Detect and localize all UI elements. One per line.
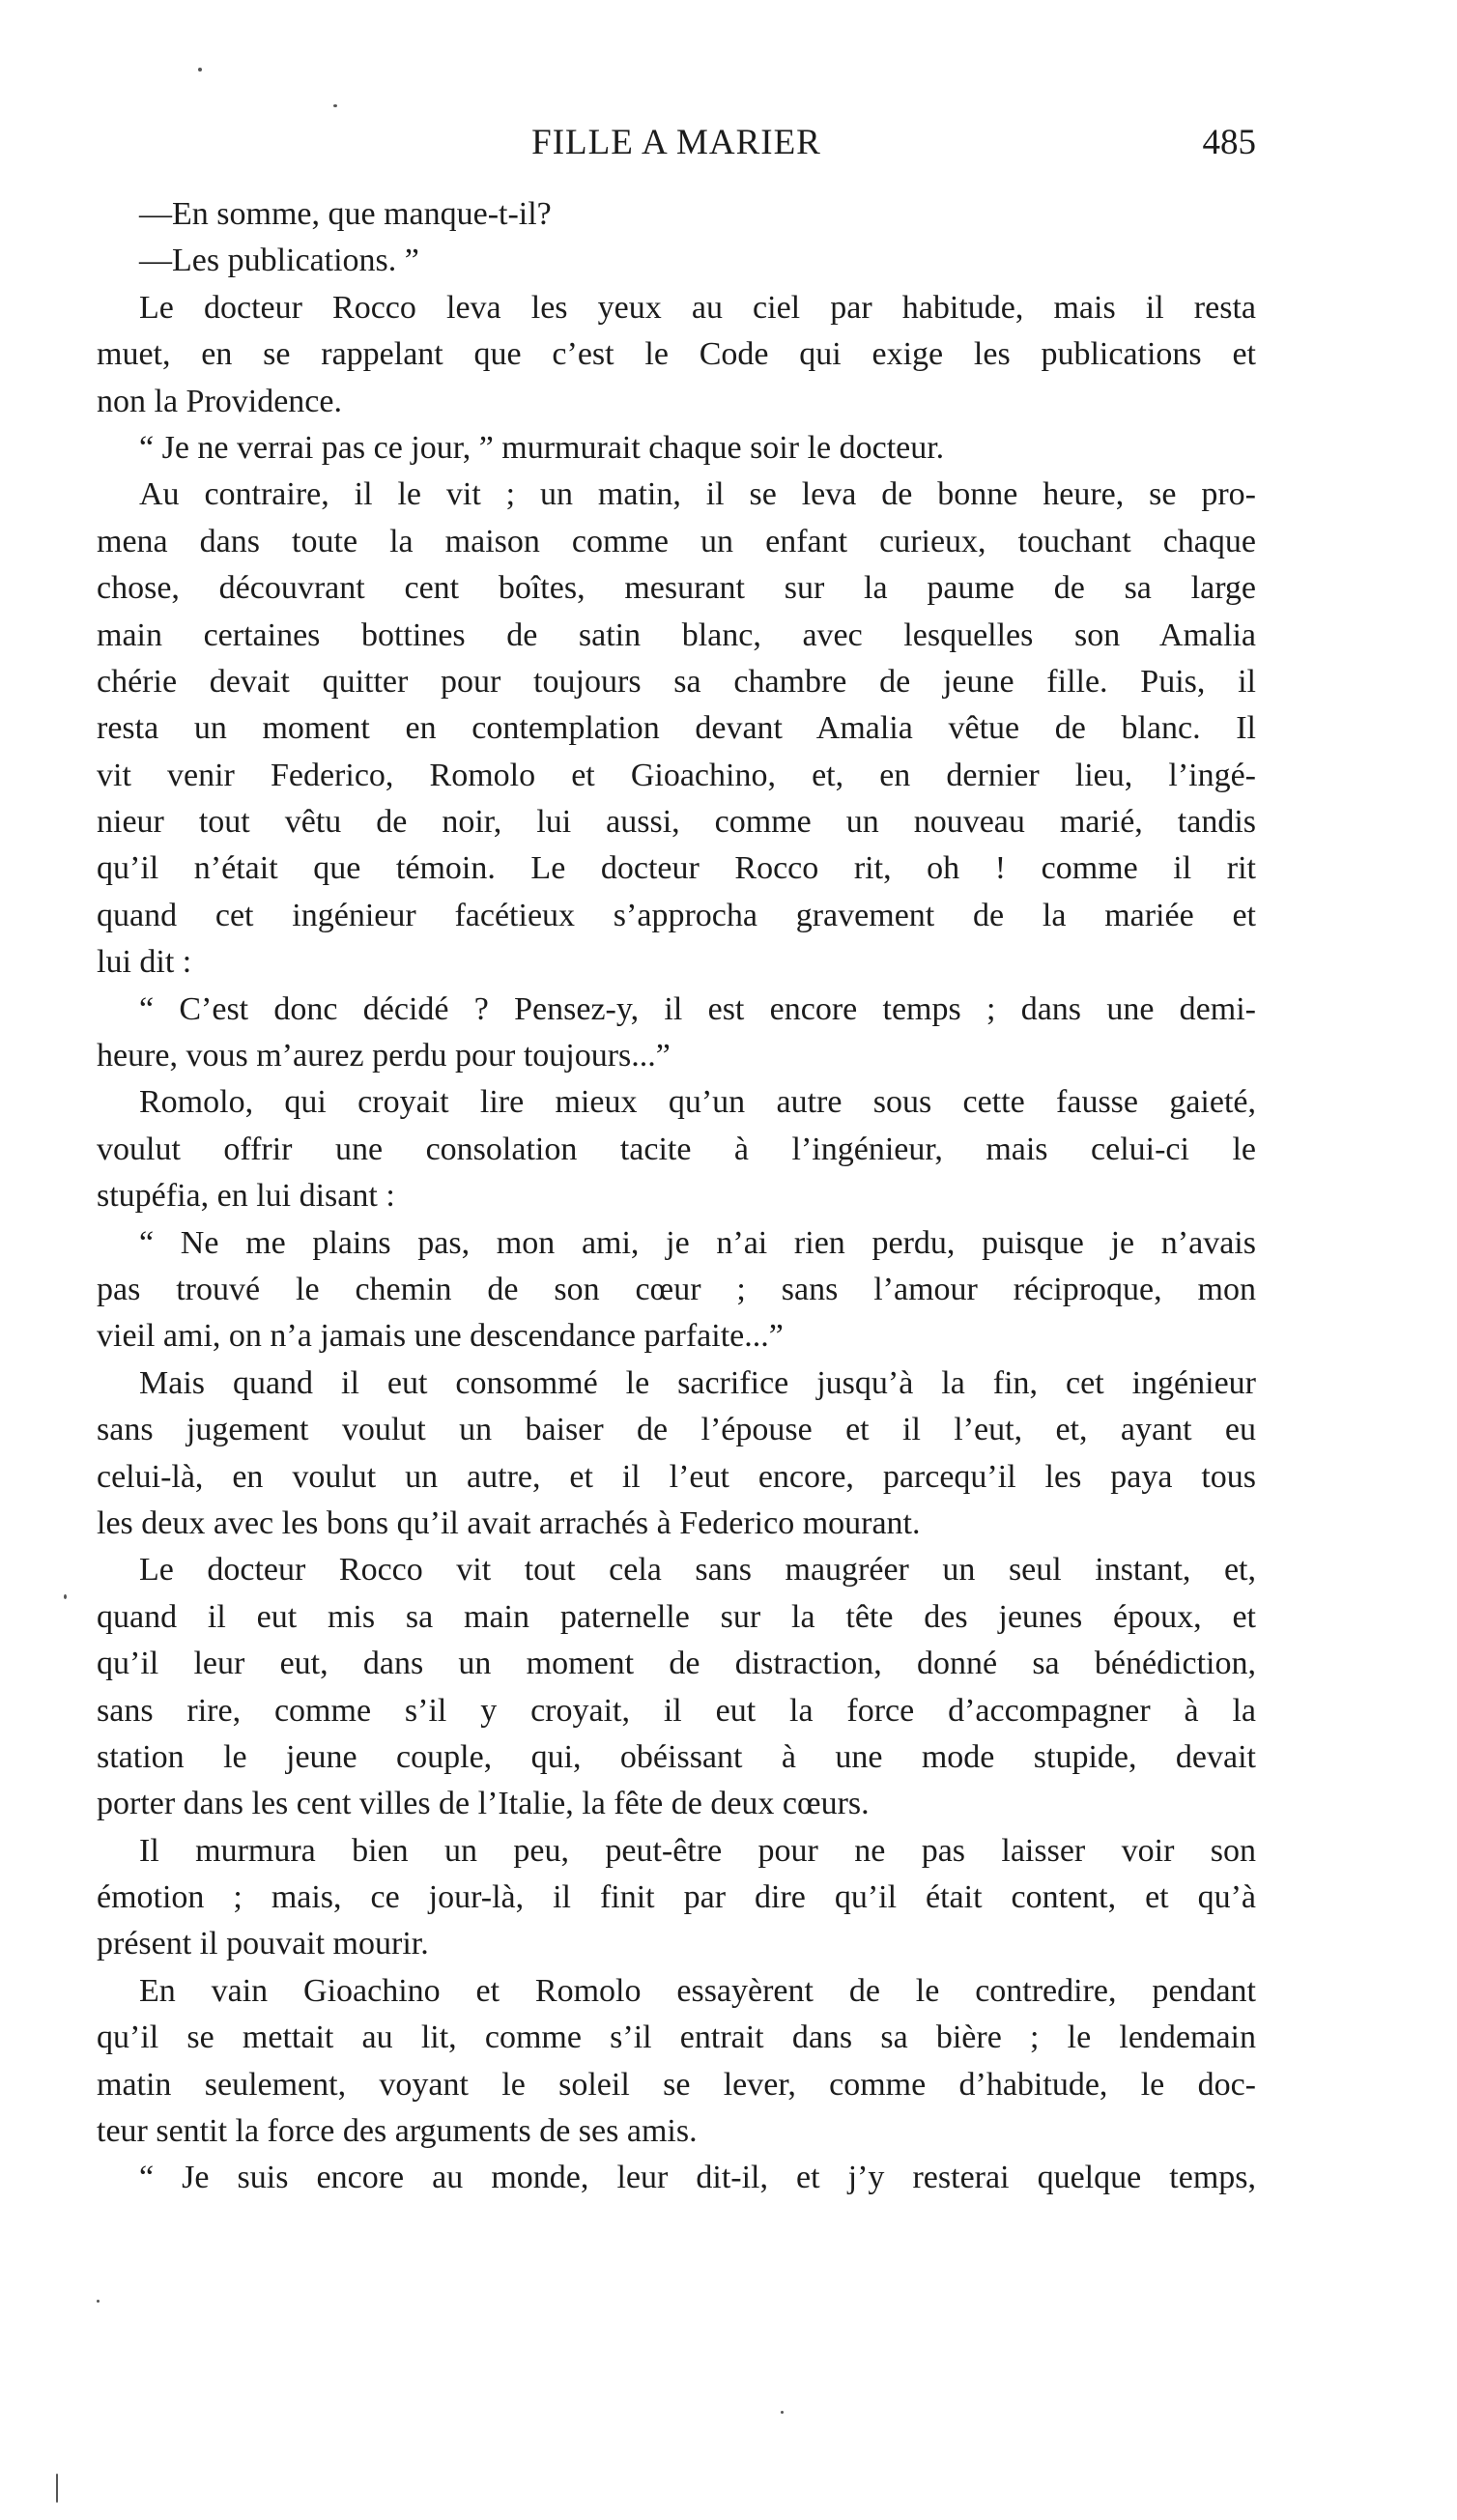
text-line: qu’il se mettait au lit, comme s’il entrait dans sa bière ; le lendemain bbox=[97, 2019, 1256, 2056]
text-line: porter dans les cent villes de l’Italie, la fête de deux cœurs. bbox=[97, 1786, 870, 1822]
scan-speck bbox=[97, 2300, 100, 2303]
text-line: stupéfia, en lui disant : bbox=[97, 1178, 395, 1215]
text-line: teur sentit la force des arguments de ses amis. bbox=[97, 2113, 698, 2150]
text-line: muet, en se rappelant que c’est le Code qui exige les publications et bbox=[97, 336, 1256, 373]
text-line: vieil ami, on n’a jamais une descendance parfaite...” bbox=[97, 1318, 784, 1355]
text-line: Le docteur Rocco leva les yeux au ciel par habitude, mais il resta bbox=[139, 289, 1256, 326]
running-title: FILLE A MARIER bbox=[531, 123, 821, 162]
text-line: sans jugement voulut un baiser de l’épouse et il l’eut, et, ayant eu bbox=[97, 1412, 1256, 1448]
text-line: Il murmura bien un peu, peut-être pour ne pas laisser voir son bbox=[139, 1832, 1256, 1869]
text-line: qu’il leur eut, dans un moment de distraction, donné sa bénédiction, bbox=[97, 1646, 1256, 1682]
scan-speck bbox=[56, 2474, 58, 2503]
text-line: mena dans toute la maison comme un enfant curieux, touchant chaque bbox=[97, 523, 1256, 559]
text-line: sans rire, comme s’il y croyait, il eut la force d’accompagner à la bbox=[97, 1692, 1256, 1729]
text-line: matin seulement, voyant le soleil se lever, comme d’habitude, le doc- bbox=[97, 2066, 1256, 2103]
text-line: “ Je suis encore au monde, leur dit-il, et j’y resterai quelque temps, bbox=[139, 2160, 1256, 2196]
text-line: —Les publications. ” bbox=[139, 243, 419, 279]
text-line: “ Je ne verrai pas ce jour, ” murmurait chaque soir le docteur. bbox=[139, 429, 945, 466]
text-line: non la Providence. bbox=[97, 383, 342, 419]
text-line: resta un moment en contemplation devant Amalia vêtue de blanc. Il bbox=[97, 710, 1256, 747]
text-line: heure, vous m’aurez perdu pour toujours...” bbox=[97, 1038, 671, 1074]
text-line: celui-là, en voulut un autre, et il l’eut encore, parcequ’il les paya tous bbox=[97, 1458, 1256, 1495]
running-head bbox=[97, 114, 1256, 172]
scan-speck bbox=[781, 2411, 784, 2414]
text-line: émotion ; mais, ce jour-là, il finit par dire qu’il était content, et qu’à bbox=[97, 1879, 1256, 1916]
text-line: quand il eut mis sa main paternelle sur la tête des jeunes époux, et bbox=[97, 1598, 1256, 1635]
text-line: voulut offrir une consolation tacite à l’ingénieur, mais celui-ci le bbox=[97, 1131, 1256, 1167]
text-line: Mais quand il eut consommé le sacrifice jusqu’à la fin, cet ingénieur bbox=[139, 1364, 1256, 1401]
scan-speck bbox=[333, 104, 337, 107]
text-line: présent il pouvait mourir. bbox=[97, 1926, 429, 1962]
text-line: quand cet ingénieur facétieux s’approcha gravement de la mariée et bbox=[97, 897, 1256, 933]
text-line: pas trouvé le chemin de son cœur ; sans l’amour réciproque, mon bbox=[97, 1271, 1256, 1307]
text-line: qu’il n’était que témoin. Le docteur Rocco rit, oh ! comme il rit bbox=[97, 850, 1256, 887]
text-line: Au contraire, il le vit ; un matin, il se leva de bonne heure, se pro- bbox=[139, 476, 1256, 513]
scan-speck bbox=[198, 68, 202, 72]
text-line: lui dit : bbox=[97, 944, 192, 981]
text-line: —En somme, que manque-t-il? bbox=[139, 196, 552, 232]
text-line: “ C’est donc décidé ? Pensez-y, il est encore temps ; dans une demi- bbox=[139, 990, 1256, 1027]
body-text bbox=[97, 191, 1256, 2202]
text-line: Romolo, qui croyait lire mieux qu’un autre sous cette fausse gaieté, bbox=[139, 1084, 1256, 1121]
text-line: chérie devait quitter pour toujours sa chambre de jeune fille. Puis, il bbox=[97, 663, 1256, 700]
text-line: chose, découvrant cent boîtes, mesurant sur la paume de sa large bbox=[97, 570, 1256, 607]
scan-speck bbox=[64, 1594, 67, 1599]
text-line: les deux avec les bons qu’il avait arrachés à Federico mourant. bbox=[97, 1504, 921, 1541]
text-line: Le docteur Rocco vit tout cela sans maugréer un seul instant, et, bbox=[139, 1552, 1256, 1589]
text-line: “ Ne me plains pas, mon ami, je n’ai rien perdu, puisque je n’avais bbox=[139, 1224, 1256, 1261]
text-line: nieur tout vêtu de noir, lui aussi, comme un nouveau marié, tandis bbox=[97, 804, 1256, 841]
page-number: 485 bbox=[1202, 123, 1256, 162]
text-line: En vain Gioachino et Romolo essayèrent de le contredire, pendant bbox=[139, 1972, 1256, 2009]
text-line: station le jeune couple, qui, obéissant à une mode stupide, devait bbox=[97, 1738, 1256, 1775]
text-line: vit venir Federico, Romolo et Gioachino, et, en dernier lieu, l’ingé- bbox=[97, 757, 1256, 793]
text-line: main certaines bottines de satin blanc, avec lesquelles son Amalia bbox=[97, 616, 1256, 653]
